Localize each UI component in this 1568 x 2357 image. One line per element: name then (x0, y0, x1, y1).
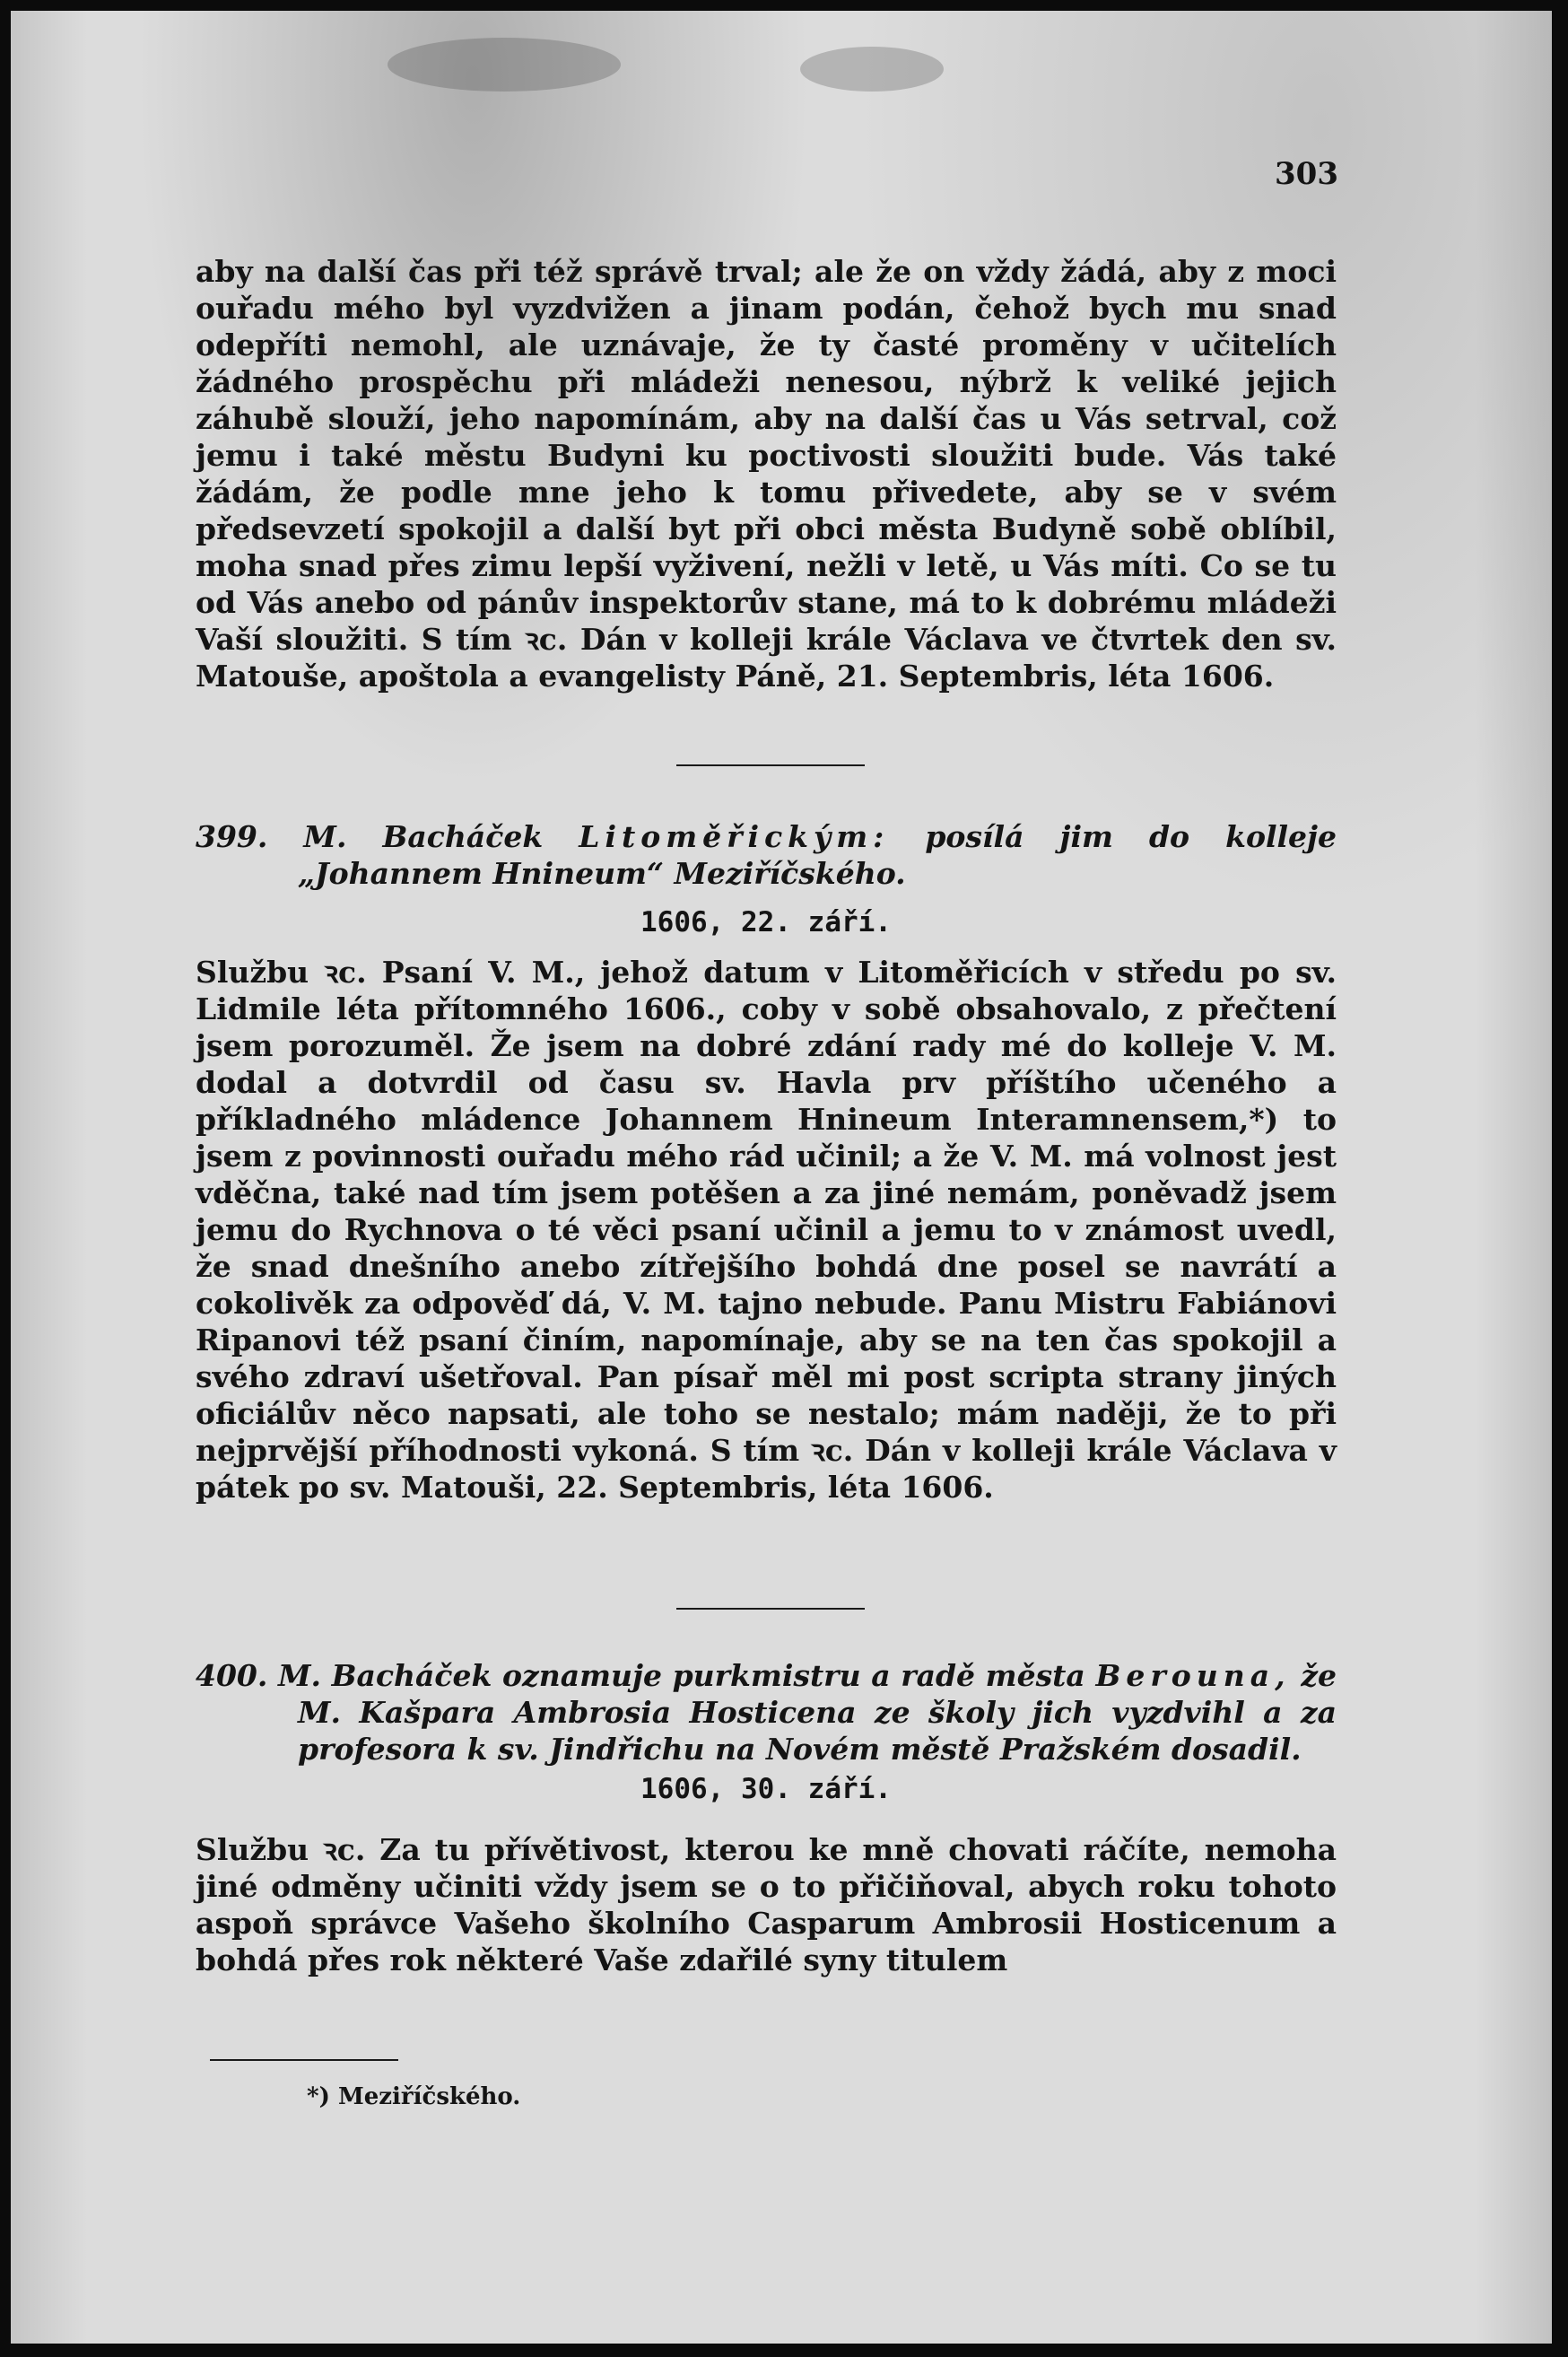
letter-399-number: 399. (196, 819, 268, 854)
scan-smudge (800, 47, 944, 92)
letter-400-heading-start: M. Bacháček oznamuje purkmistru a radě města (278, 1658, 1085, 1693)
section-divider (676, 764, 865, 766)
footnote: *) Meziříčského. (307, 2083, 521, 2110)
letter-399 (196, 818, 1337, 1506)
page-number: 303 (1275, 156, 1338, 192)
letter-400-date: 1606, 30. září. (640, 1773, 892, 1805)
letter-399-heading (196, 818, 1337, 892)
letter-400-heading-rest: že M. Kašpara Ambrosia Hosticena ze školy jich vyzdvihl a za profesora k sv. Jindřichu na Novém městě Pražském dosadil. (298, 1658, 1337, 1767)
letter-399-heading-start: M. Bacháček (303, 819, 544, 854)
scan-smudge (388, 38, 621, 92)
letter-400 (196, 1657, 1337, 1978)
letter-400-body: Službu ꝛc. Za tu přívětivost, kterou ke mně chovati ráčíte, nemoha jiné odměny učiniti vždy jsem se o to přičiňoval, abych roku tohoto aspoň správce Vašeho školního Casparum Ambrosii Hosticenum a bohdá přes rok některé Vaše zdařilé syny titulem (196, 1832, 1337, 1977)
letter-400-number: 400. (196, 1658, 268, 1693)
letter-399-heading-rest: posílá jim do kolleje „Johannem Hnineum“ Meziříčského. (298, 819, 1337, 891)
letter-400-addressee: Berouna, (1095, 1658, 1291, 1693)
letter-399-body: Službu ꝛc. Psaní V. M., jehož datum v Litoměřicích v středu po sv. Lidmile léta přítomného 1606., coby v sobě obsahovalo, z přečtení jsem porozuměl. Že jsem na dobré zdání rady mé do kolleje V. M. dodal a dotvrdil od času sv. Havla prv příštího učeného a příkladného mládence Johannem Hnineum Interamnensem,*) to jsem z povinnosti ouřadu mého rád učinil; a že V. M. má volnost jest vděčna, také nad tím jsem potěšen a za jiné nemám, poněvadž jsem jemu do Rychnova o té věci psaní učinil a jemu to v známost uvedl, že snad dnešního anebo zítřejšího bohdá dne posel se navrátí a cokolivěk za odpověď dá, V. M. tajno nebude. Panu Mistru Fabiánovi Ripanovi též psaní činím, napomínaje, aby se na ten čas spokojil a svého zdraví ušetřoval. Pan písař měl mi post scripta strany jiných oficiálův něco napsati, ale toho se nestalo; mám naději, že to při nejprvější příhodnosti vykoná. S tím ꝛc. Dán v kolleji krále Václava v pátek po sv. Matouši, 22. Septembris, léta 1606. (196, 955, 1337, 1505)
letter-399-date: 1606, 22. září. (640, 906, 892, 938)
letter-400-heading (196, 1657, 1337, 1768)
scanned-page (11, 11, 1552, 2344)
opening-block (196, 253, 1337, 694)
opening-paragraph: aby na další čas při též správě trval; ale že on vždy žádá, aby z moci ouřadu mého byl vyzdvižen a jinam podán, čehož bych mu snad odepříti nemohl, ale uznávaje, že ty časté proměny v učitelích žádného prospěchu při mládeži nenesou, nýbrž k veliké jejich záhubě slouží, jeho napomínám, aby na další čas u Vás setrval, což jemu i také městu Budyni ku poctivosti sloužiti bude. Vás také žádám, že podle mne jeho k tomu přivedete, aby se v svém předsevzetí spokojil a další byt při obci města Budyně sobě oblíbil, moha snad přes zimu lepší vyživení, nežli v letě, u Vás míti. Co se tu od Vás anebo od pánův inspektorův stane, má to k dobrému mládeži Vaší sloužiti. S tím ꝛc. Dán v kolleji krále Václava ve čtvrtek den sv. Matouše, apoštola a evangelisty Páně, 21. Septembris, léta 1606. (196, 254, 1337, 694)
section-divider (676, 1608, 865, 1610)
footnote-divider (210, 2059, 398, 2061)
letter-399-addressee: Litoměřickým: (579, 819, 890, 854)
